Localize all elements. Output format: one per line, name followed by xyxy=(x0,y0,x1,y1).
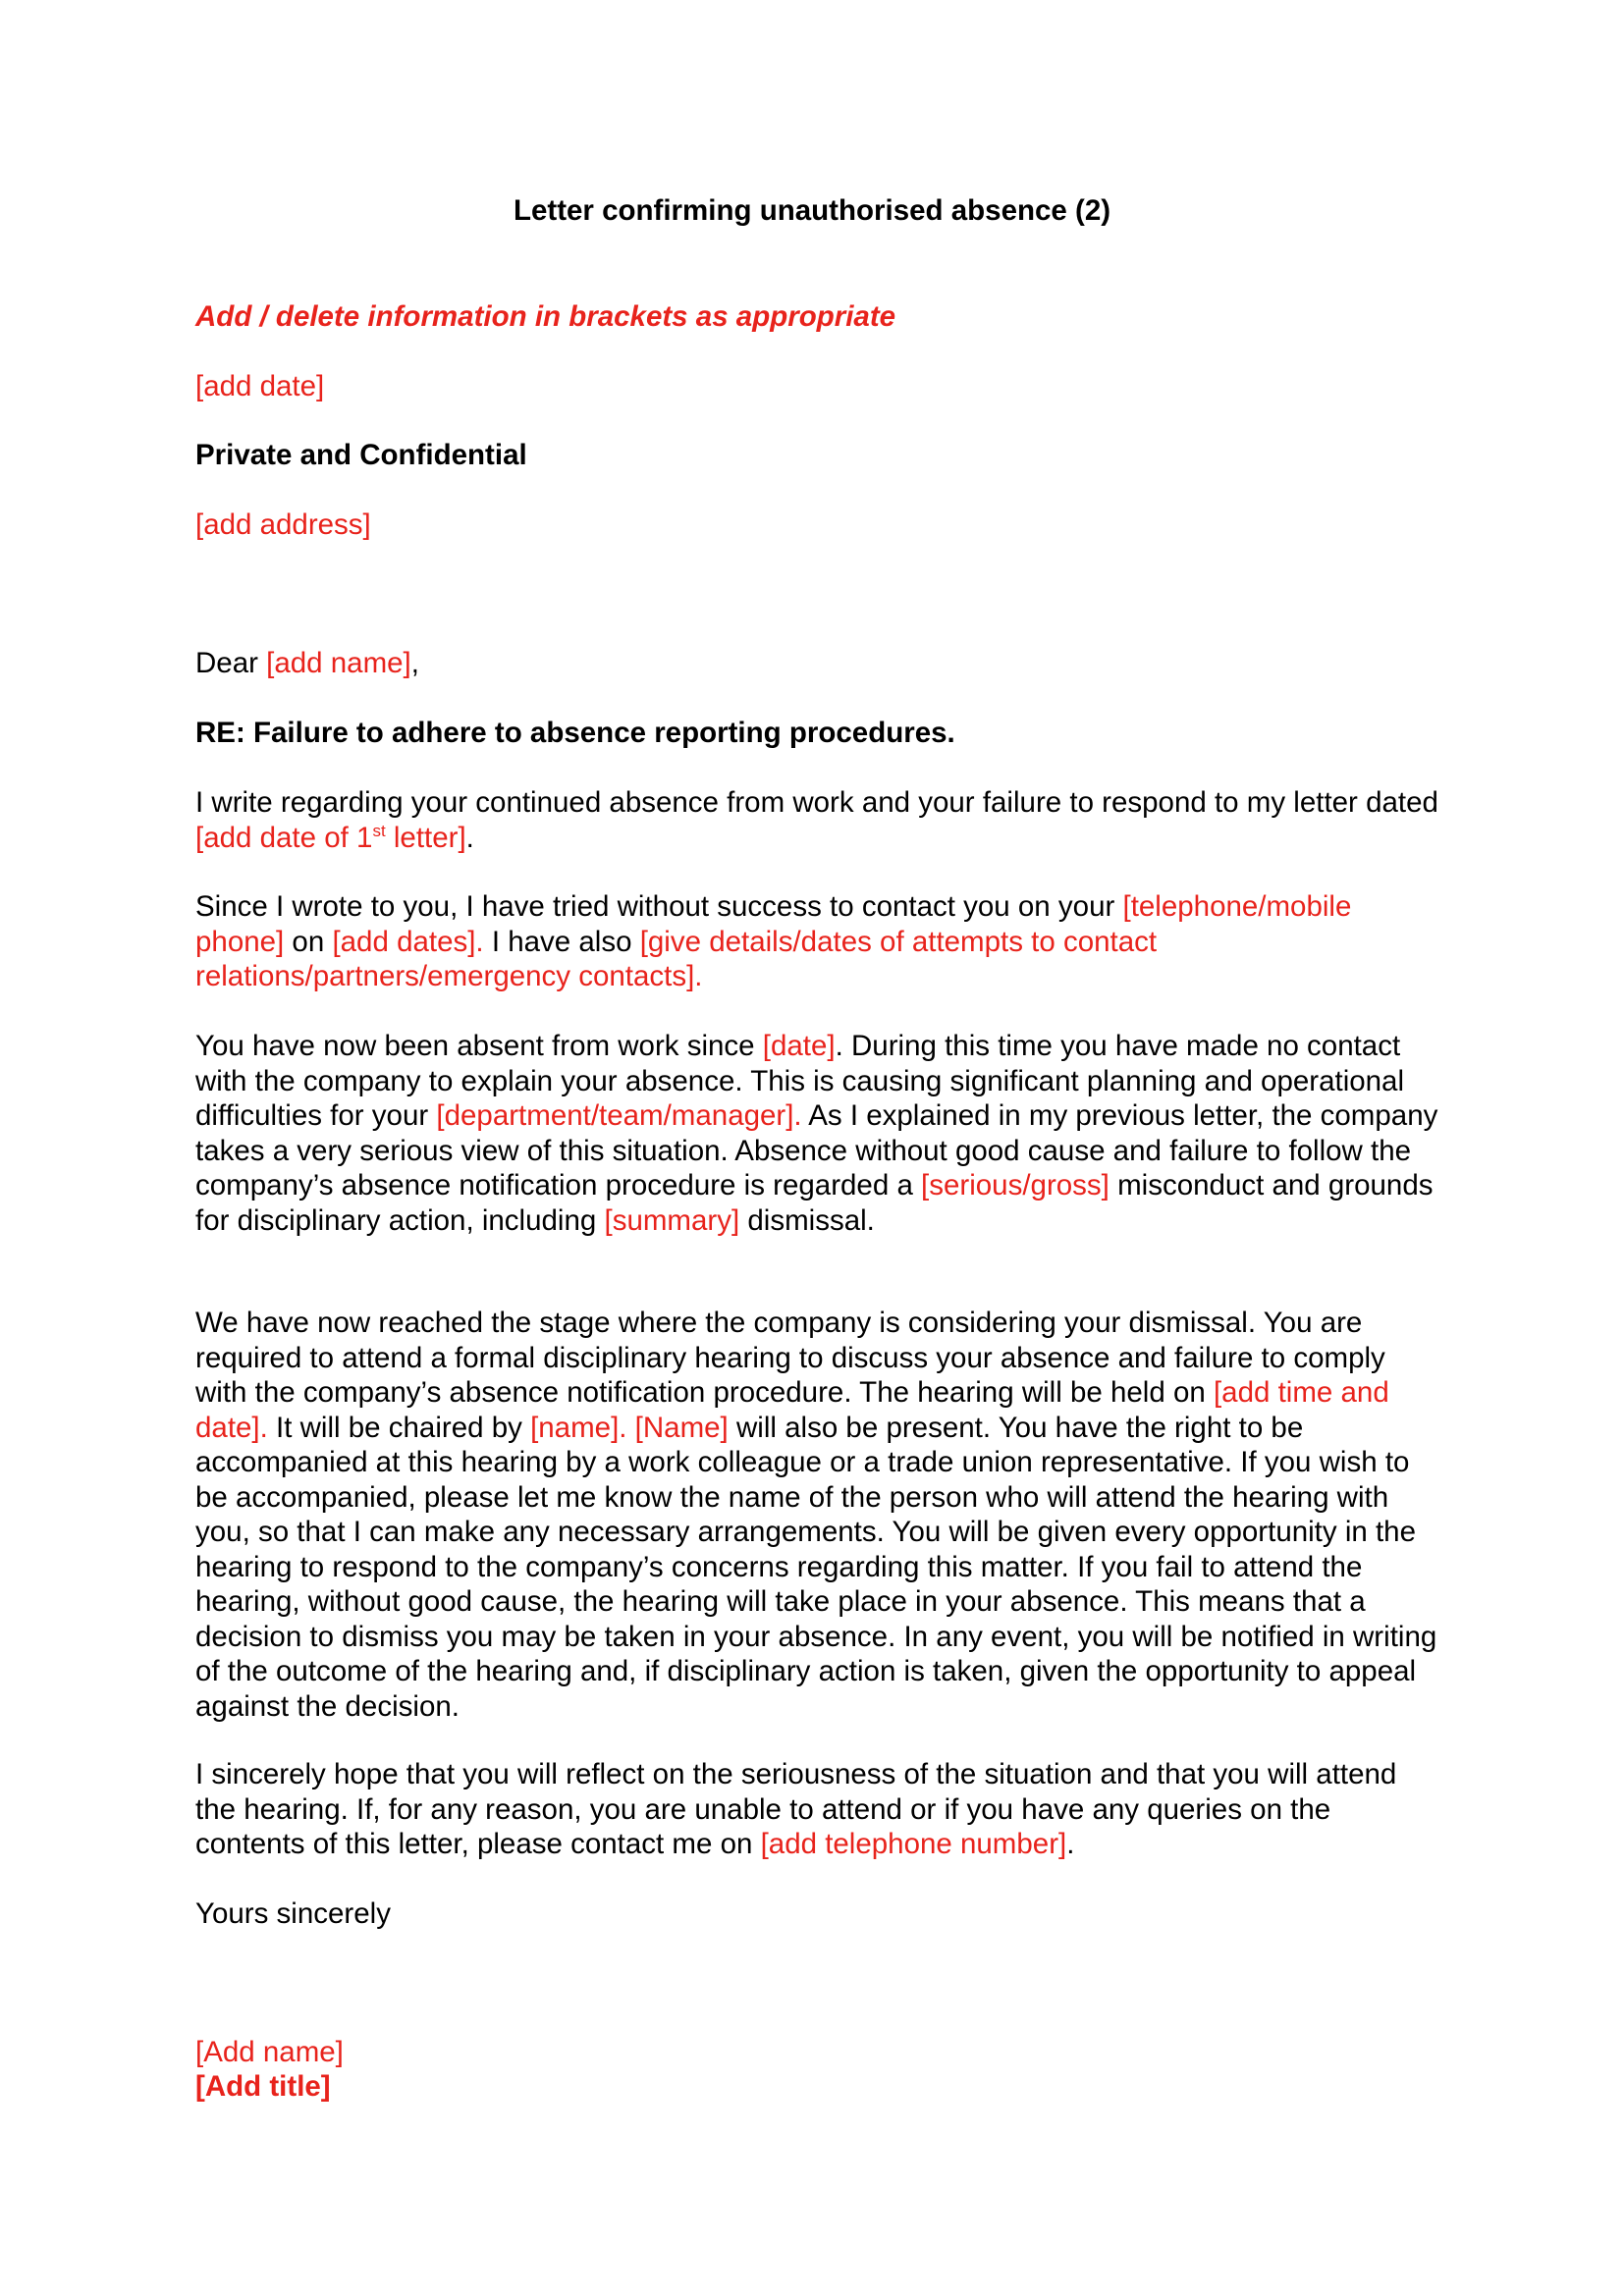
signoff-title-placeholder: [Add title] xyxy=(195,2070,331,2103)
p2-text-a: Since I wrote to you, I have tried without success to contact you on your xyxy=(195,890,1123,923)
signoff-name-placeholder: [Add name] xyxy=(195,2036,344,2068)
paragraph-4 xyxy=(195,1306,1442,1724)
department-placeholder: [department/team/manager]. xyxy=(436,1099,802,1132)
p3-text-c: . During this time you have made no contact with the company to explain your absence. This is causing significant planning and operational difficulties for your xyxy=(195,1030,1405,1132)
p2-text-c: on xyxy=(284,925,333,958)
first-letter-date-placeholder: [add date of 1st letter] xyxy=(195,821,466,854)
p4-text-g: will also be present. You have the right to be accompanied at this hearing by a work colleague or a trade union representative. If you wish to be accompanied, please let me know the name of the person who will attend the hearing with you, so that I can make any necessary arrangements. You will be given every opportunity in the hearing to respond to the company’s concerns regarding this matter. If you fail to attend the hearing, without good cause, the hearing will take place in your absence. This means that a decision to dismiss you may be taken in your absence. In any event, you will be notified in writing of the outcome of the hearing and, if disciplinary action is taken, given the opportunity to appeal against the decision. xyxy=(195,1411,1437,1723)
p1-end: . xyxy=(465,821,474,854)
p4-space xyxy=(626,1412,634,1444)
p3-text-g: misconduct and grounds for disciplinary action, including xyxy=(195,1169,1434,1237)
recipient-name-placeholder: [add name] xyxy=(266,647,411,679)
p4-text-c: It will be chaired by xyxy=(267,1411,531,1444)
paragraph-5 xyxy=(195,1757,1442,1862)
p3-text-i: dismissal. xyxy=(739,1203,875,1237)
salutation-suffix: , xyxy=(410,647,419,679)
date-placeholder: [add date] xyxy=(195,370,325,402)
misconduct-level-placeholder: [serious/gross] xyxy=(921,1169,1110,1201)
p3-text-e: As I explained in my previous letter, the company takes a very serious view of this situation. Absence without good cause and failure to follow the company’s absence notification procedure is regarded a xyxy=(195,1099,1438,1201)
summary-placeholder: [summary] xyxy=(604,1203,740,1237)
p3-text-a: You have now been absent from work since xyxy=(195,1030,763,1062)
address-placeholder: [add address] xyxy=(195,508,371,541)
salutation-prefix: Dear xyxy=(195,647,267,679)
telephone-number-placeholder: [add telephone number] xyxy=(760,1828,1067,1860)
paragraph-1 xyxy=(195,785,1442,855)
attendee-name-placeholder: [Name] xyxy=(634,1411,729,1444)
confidential-heading: Private and Confidential xyxy=(195,439,527,471)
p1-text: I write regarding your continued absence from work and your failure to respond to my letter dated xyxy=(195,786,1438,819)
p5-end: . xyxy=(1066,1828,1075,1860)
chair-name-placeholder: [name]. xyxy=(530,1411,627,1444)
hearing-time-placeholder: [add time and date]. xyxy=(195,1376,1389,1444)
ordinal-suffix: st xyxy=(372,821,386,840)
dates-placeholder: [add dates]. xyxy=(332,925,484,958)
p2-text-e: I have also xyxy=(483,925,640,958)
document-title: Letter confirming unauthorised absence (2) xyxy=(513,194,1111,227)
absence-date-placeholder: [date] xyxy=(762,1030,836,1062)
paragraph-3 xyxy=(195,1029,1442,1238)
salutation xyxy=(195,646,1442,681)
p5-text-a: I sincerely hope that you will reflect on the seriousness of the situation and that you will attend the hearing. If, for any reason, you are unable to attend or if you have any queries on the contents of this letter, please contact me on xyxy=(195,1758,1397,1860)
p4-text-a: We have now reached the stage where the company is considering your dismissal. You are required to attend a formal disciplinary hearing to discuss your absence and failure to comply with the company’s absence notification procedure. The hearing will be held on xyxy=(195,1307,1385,1409)
closing: Yours sincerely xyxy=(195,1897,391,1930)
phone-placeholder: [telephone/mobile phone] xyxy=(195,890,1352,958)
subject-line: RE: Failure to adhere to absence reporting procedures. xyxy=(195,717,955,749)
paragraph-2 xyxy=(195,889,1442,994)
instruction-note: Add / delete information in brackets as appropriate xyxy=(195,300,896,333)
contact-attempts-placeholder: [give details/dates of attempts to contact relations/partners/emergency contacts]. xyxy=(195,925,1158,992)
